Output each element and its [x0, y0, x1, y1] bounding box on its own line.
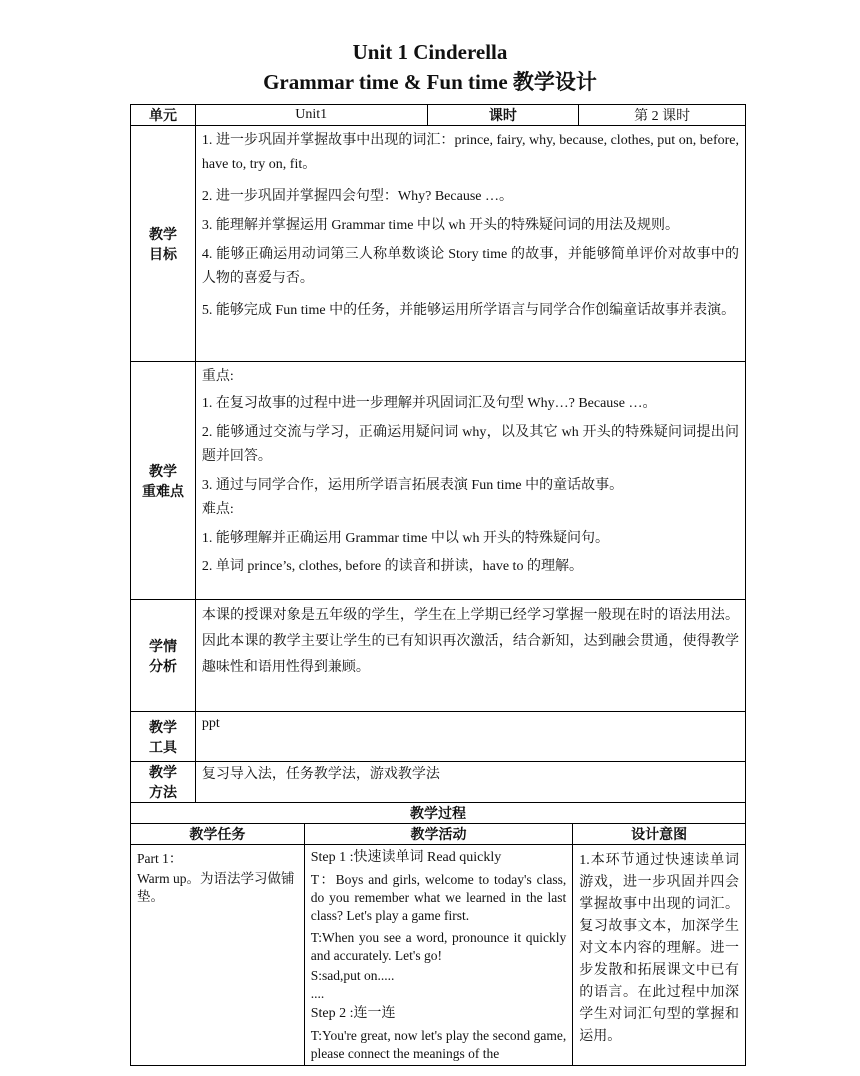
key-points-content: [195, 362, 745, 600]
activity-line: Step 2 :连一连: [310, 1006, 396, 1021]
difficult-item: 1. 能够理解并正确运用 Grammar time 中以 wh 开头的特殊疑问句。: [201, 531, 610, 546]
intent-text: 1.本环节通过快速读单词游戏，进一步巩固并四会掌握故事中出现的词汇。复习故事文本，加深学生对文本内容的理解。进一步发散和拓展课文中已有的语言。在此过程中加深学生对词汇句型的掌握和运用。: [579, 853, 739, 1044]
objectives-content: [195, 126, 745, 362]
key-item: 2. 能够通过交流与学习，正确运用疑问词 why，以及其它 wh 开头的特殊疑问词提出问题并回答。: [201, 425, 739, 464]
activity-line: ....: [310, 986, 325, 1001]
lesson-info-table: [130, 104, 746, 803]
activity-line: T:When you see a word, pronounce it quickly and accurately. Let's go!: [310, 930, 567, 963]
objectives-label-line1: 教学: [148, 227, 177, 243]
tools-label-line1: 教学: [148, 720, 177, 736]
tools-value: ppt: [201, 716, 220, 731]
key-heading: 重点:: [201, 369, 234, 384]
methods-label-line1: 教学: [148, 766, 177, 781]
difficult-item: 2. 单词 prince’s, clothes, before 的读音和拼读，have to 的理解。: [201, 559, 583, 574]
objectives-label-line2: 目标: [148, 247, 177, 263]
objective-item: 2. 进一步巩固并掌握四会句型：Why? Because …。: [201, 189, 513, 204]
tools-label-line2: 工具: [148, 740, 177, 756]
analysis-label: [131, 600, 196, 712]
analysis-row: [131, 600, 746, 712]
analysis-content: [195, 600, 745, 712]
process-row: [131, 845, 746, 1066]
unit-value: Unit1: [195, 105, 427, 126]
objective-item: 4. 能够正确运用动词第三人称单数谈论 Story time 的故事，并能够简单评价对故事中的人物的喜爱与否。: [201, 247, 739, 286]
process-column-header-row: [131, 824, 746, 845]
unit-label: 单元: [131, 105, 196, 126]
objective-item: 5. 能够完成 Fun time 中的任务，并能够运用所学语言与同学合作创编童话故事并表演。: [201, 303, 736, 318]
column-header-intent: 设计意图: [573, 824, 746, 845]
process-heading: 教学过程: [131, 803, 746, 824]
column-header-task: 教学任务: [131, 824, 305, 845]
task-line: Part 1：: [137, 851, 183, 866]
objectives-label: [131, 126, 196, 362]
methods-label: [131, 762, 196, 803]
methods-label-line2: 方法: [148, 786, 177, 801]
objective-item: 3. 能理解并掌握运用 Grammar time 中以 wh 开头的特殊疑问词的用法及规则。: [201, 218, 680, 233]
analysis-label-line2: 分析: [148, 659, 177, 675]
difficult-heading: 难点:: [201, 502, 234, 517]
key-points-row: [131, 362, 746, 600]
document-title: Unit 1 Cinderella: [352, 40, 508, 64]
analysis-text: 本课的授课对象是五年级的学生，学生在上学期已经学习掌握一般现在时的语法用法。因此本课的教学主要让学生的已有知识再次激活，结合新知，达到融会贯通，使得教学趣味性和语用性得到兼顾。: [201, 608, 739, 675]
subtitle-english: Grammar time & Fun time: [263, 70, 508, 94]
tools-label: [131, 712, 196, 762]
period-value: 第 2 课时: [579, 105, 746, 126]
methods-row: [131, 762, 746, 803]
subtitle-chinese: 教学设计: [507, 70, 597, 94]
objectives-row: [131, 126, 746, 362]
tools-row: [131, 712, 746, 762]
column-header-activity: 教学活动: [304, 824, 573, 845]
activity-line: T:You're great, now let's play the second game, please connect the meanings of the: [310, 1028, 567, 1061]
task-line: Warm up。为语法学习做铺垫。: [137, 871, 295, 904]
objective-item: 1. 进一步巩固并掌握故事中出现的词汇：prince, fairy, why, because, clothes, put on, before, have to, try on, fit。: [201, 133, 739, 172]
activity-cell: [304, 845, 573, 1066]
header-row: [131, 105, 746, 126]
analysis-label-line1: 学情: [148, 639, 177, 655]
period-label: 课时: [427, 105, 579, 126]
key-item: 3. 通过与同学合作，运用所学语言拓展表演 Fun time 中的童话故事。: [201, 478, 624, 493]
methods-value: 复习导入法，任务教学法，游戏教学法: [201, 767, 440, 782]
key-points-label: [131, 362, 196, 600]
key-item: 1. 在复习故事的过程中进一步理解并巩固词汇及句型 Why…? Because …。: [201, 396, 657, 411]
process-heading-row: [131, 803, 746, 824]
activity-line: Step 1 :快速读单词 Read quickly: [310, 850, 502, 865]
key-points-label-line2: 重难点: [141, 484, 184, 500]
key-points-label-line1: 教学: [148, 464, 177, 480]
tools-content: [195, 712, 745, 762]
activity-line: S:sad,put on.....: [310, 968, 395, 983]
document-subtitle: [0, 66, 860, 96]
methods-content: [195, 762, 745, 803]
activity-line: T：Boys and girls, welcome to today's class, do you remember what we learned in the last class? Let's play a game first.: [310, 872, 567, 923]
process-table: [130, 802, 746, 1066]
intent-cell: [573, 845, 746, 1066]
task-cell: [131, 845, 305, 1066]
